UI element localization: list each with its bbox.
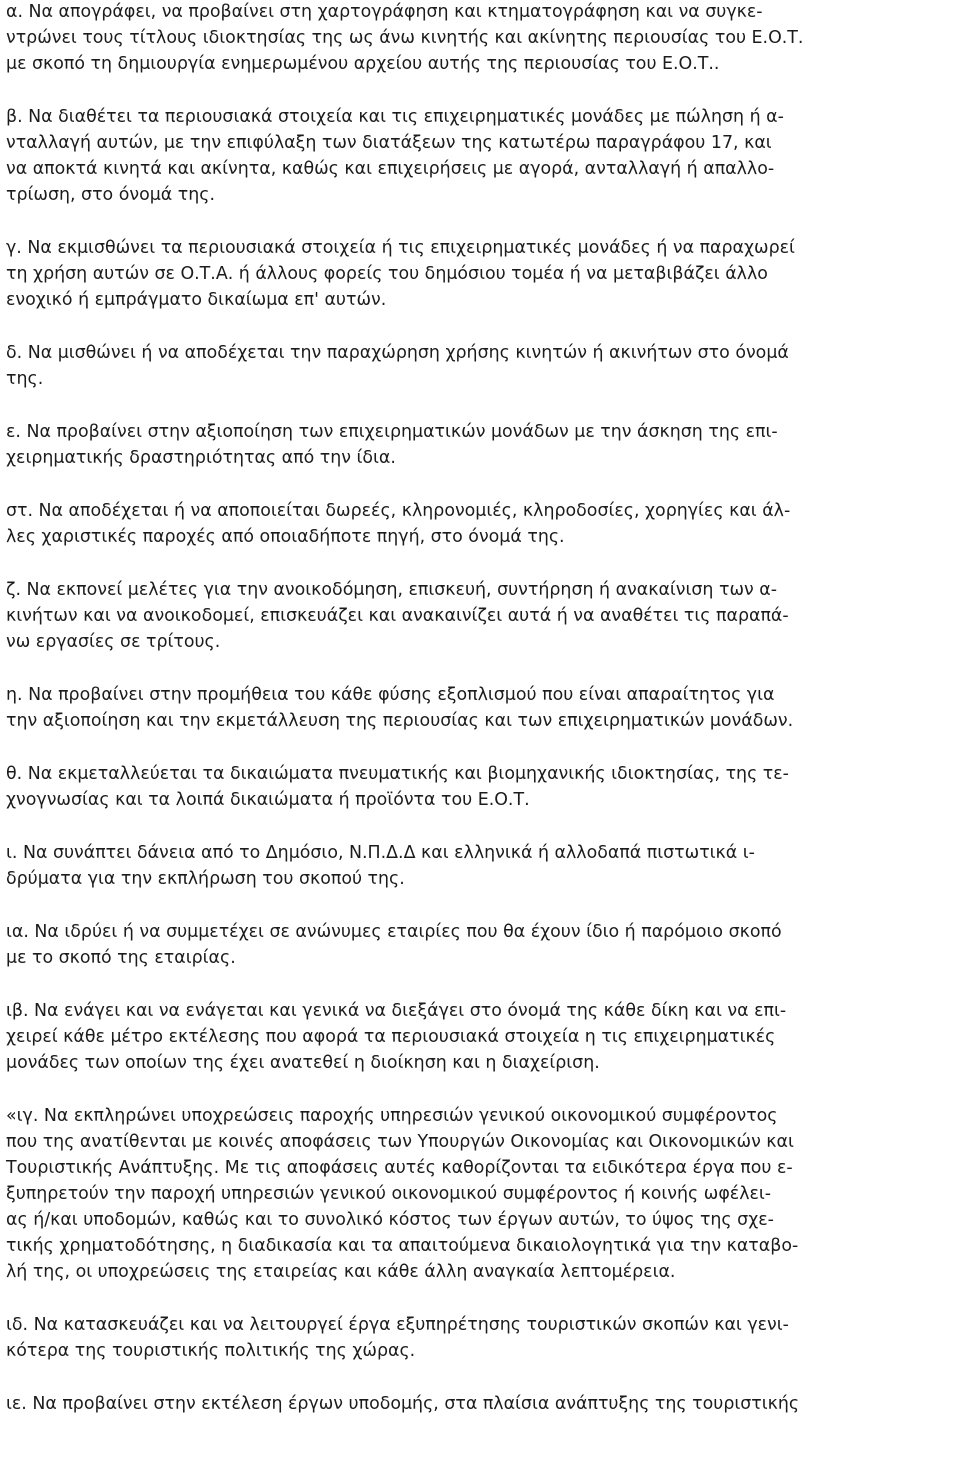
paragraph-th xyxy=(6,761,956,813)
paragraph-c xyxy=(6,235,956,313)
text-line: ιδ. Να κατασκευάζει και να λειτουργεί έργα εξυπηρέτησης τουριστικών σκοπών και γενι- xyxy=(6,1315,789,1335)
text-line: να αποκτά κινητά και ακίνητα, καθώς και επιχειρήσεις με αγορά, ανταλλαγή ή απαλλο- xyxy=(6,159,775,179)
paragraph-id xyxy=(6,1312,956,1364)
text-line: ζ. Να εκπονεί μελέτες για την ανοικοδόμηση, επισκευή, συντήρηση ή ανακαίνιση των α- xyxy=(6,580,777,600)
text-line: της. xyxy=(6,369,44,389)
paragraph-i xyxy=(6,840,956,892)
text-line: μονάδες των οποίων της έχει ανατεθεί η διοίκηση και η διαχείριση. xyxy=(6,1053,600,1073)
paragraph-ig xyxy=(6,1103,956,1285)
paragraph-e xyxy=(6,419,956,471)
paragraph-b xyxy=(6,104,956,208)
text-line: νω εργασίες σε τρίτους. xyxy=(6,632,221,652)
text-line: ιε. Να προβαίνει στην εκτέλεση έργων υποδομής, στα πλαίσια ανάπτυξης της τουριστικής xyxy=(6,1394,800,1414)
text-line: β. Να διαθέτει τα περιουσιακά στοιχεία και τις επιχειρηματικές μονάδες με πώληση ή α- xyxy=(6,107,784,127)
text-line: Τουριστικής Ανάπτυξης. Με τις αποφάσεις αυτές καθορίζονται τα ειδικότερα έργα που ε- xyxy=(6,1158,793,1178)
text-line: λή της, οι υποχρεώσεις της εταιρείας και κάθε άλλη αναγκαία λεπτομέρεια. xyxy=(6,1262,676,1282)
text-line: ντρώνει τους τίτλους ιδιοκτησίας της ως άνω κινητής και ακίνητης περιουσίας του Ε.Ο.Τ. xyxy=(6,28,804,48)
text-line: στ. Να αποδέχεται ή να αποποιείται δωρεές, κληρονομιές, κληροδοσίες, χορηγίες και άλ- xyxy=(6,501,791,521)
paragraph-z xyxy=(6,577,956,655)
text-line: δ. Να μισθώνει ή να αποδέχεται την παραχώρηση χρήσης κινητών ή ακινήτων στο όνομά xyxy=(6,343,789,363)
text-line: χειρηματικής δραστηριότητας από την ίδια. xyxy=(6,448,396,468)
text-line: ιβ. Να ενάγει και να ενάγεται και γενικά να διεξάγει στο όνομά της κάθε δίκη και να επι- xyxy=(6,1001,787,1021)
text-line: χειρεί κάθε μέτρο εκτέλεσης που αφορά τα περιουσιακά στοιχεία η τις επιχειρηματικές xyxy=(6,1027,776,1047)
text-line: χνογνωσίας και τα λοιπά δικαιώματα ή προϊόντα του Ε.Ο.Τ. xyxy=(6,790,530,810)
text-line: ι. Να συνάπτει δάνεια από το Δημόσιο, Ν.Π.Δ.Δ και ελληνικά ή αλλοδαπά πιστωτικά ι- xyxy=(6,843,755,863)
text-line: που της ανατίθενται με κοινές αποφάσεις των Υπουργών Οικονομίας και Οικονομικών και xyxy=(6,1132,794,1152)
text-line: τη χρήση αυτών σε Ο.Τ.Α. ή άλλους φορείς του δημόσιου τομέα ή να μεταβιβάζει άλλο xyxy=(6,264,768,284)
paragraph-a xyxy=(6,0,956,77)
text-line: ενοχικό ή εμπράγματο δικαίωμα επ' αυτών. xyxy=(6,290,387,310)
text-line: ας ή/και υποδομών, καθώς και το συνολικό κόστος των έργων αυτών, το ύψος της σχε- xyxy=(6,1210,774,1230)
text-line: α. Να απογράφει, να προβαίνει στη χαρτογράφηση και κτηματογράφηση και να συγκε- xyxy=(6,2,763,22)
text-line: την αξιοποίηση και την εκμετάλλευση της περιουσίας και των επιχειρηματικών μονάδων. xyxy=(6,711,794,731)
paragraph-ia xyxy=(6,919,956,971)
text-line: λες χαριστικές παροχές από οποιαδήποτε πηγή, στο όνομά της. xyxy=(6,527,565,547)
text-line: γ. Να εκμισθώνει τα περιουσιακά στοιχεία ή τις επιχειρηματικές μονάδες ή να παραχωρεί xyxy=(6,238,795,258)
text-line: η. Να προβαίνει στην προμήθεια του κάθε φύσης εξοπλισμού που είναι απαραίτητος για xyxy=(6,685,775,705)
paragraph-h xyxy=(6,682,956,734)
document-body xyxy=(6,0,956,1444)
text-line: ξυπηρετούν την παροχή υπηρεσιών γενικού οικονομικού συμφέροντος ή κοινής ωφέλει- xyxy=(6,1184,772,1204)
text-line: θ. Να εκμεταλλεύεται τα δικαιώματα πνευματικής και βιομηχανικής ιδιοκτησίας, της τε- xyxy=(6,764,789,784)
text-line: ε. Να προβαίνει στην αξιοποίηση των επιχειρηματικών μονάδων με την άσκηση της επι- xyxy=(6,422,778,442)
paragraph-st xyxy=(6,498,956,550)
text-line: τικής χρηματοδότησης, η διαδικασία και τα απαιτούμενα δικαιολογητικά για την καταβο- xyxy=(6,1236,799,1256)
paragraph-d xyxy=(6,340,956,392)
text-line: με σκοπό τη δημιουργία ενημερωμένου αρχείου αυτής της περιουσίας του Ε.Ο.Τ.. xyxy=(6,54,720,74)
text-line: ια. Να ιδρύει ή να συμμετέχει σε ανώνυμες εταιρίες που θα έχουν ίδιο ή παρόμοιο σκοπό xyxy=(6,922,782,942)
text-line: δρύματα για την εκπλήρωση του σκοπού της. xyxy=(6,869,405,889)
text-line: τρίωση, στο όνομά της. xyxy=(6,185,215,205)
text-line: κότερα της τουριστικής πολιτικής της χώρας. xyxy=(6,1341,416,1361)
paragraph-ib xyxy=(6,998,956,1076)
text-line: νταλλαγή αυτών, με την επιφύλαξη των διατάξεων της κατωτέρω παραγράφου 17, και xyxy=(6,133,772,153)
text-line: με το σκοπό της εταιρίας. xyxy=(6,948,236,968)
text-line: κινήτων και να ανοικοδομεί, επισκευάζει και ανακαινίζει αυτά ή να αναθέτει τις παραπά- xyxy=(6,606,789,626)
text-line: «ιγ. Να εκπληρώνει υποχρεώσεις παροχής υπηρεσιών γενικού οικονομικού συμφέροντος xyxy=(6,1106,778,1126)
paragraph-ie xyxy=(6,1391,956,1417)
